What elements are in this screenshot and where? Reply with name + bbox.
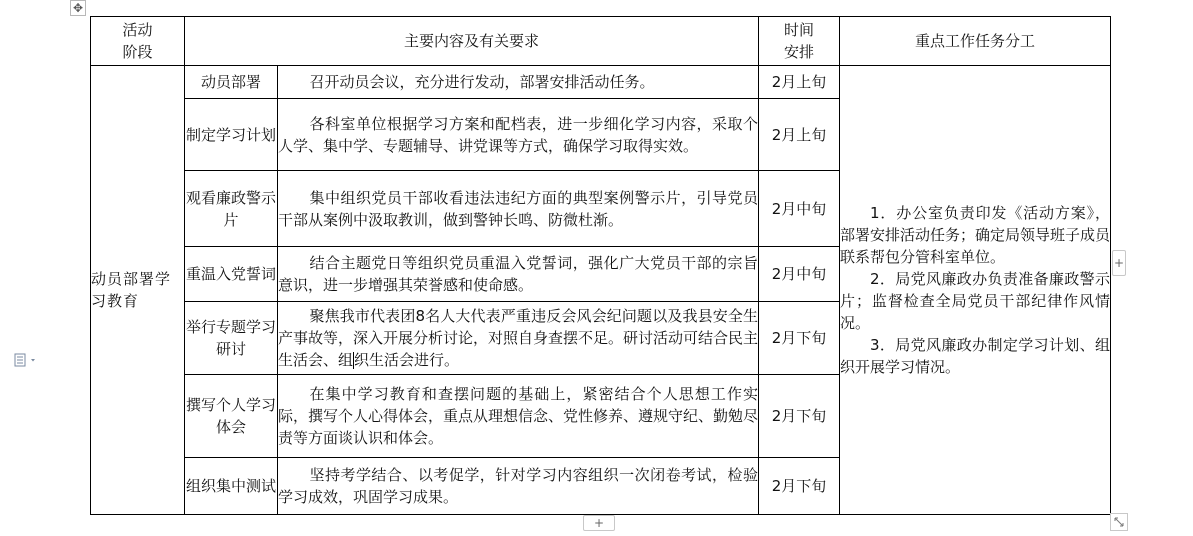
- item-cell[interactable]: 举行专题学习研讨: [185, 302, 278, 375]
- paste-options-icon[interactable]: [14, 353, 40, 367]
- time-cell[interactable]: 2月上旬: [759, 66, 840, 99]
- task-item: 3．局党风廉政办制定学习计划、组织开展学习情况。: [840, 336, 1111, 376]
- item-cell[interactable]: 撰写个人学习体会: [185, 375, 278, 458]
- add-row-button[interactable]: +: [583, 515, 615, 531]
- item-cell[interactable]: 动员部署: [185, 66, 278, 99]
- task-item: 2．局党风廉政办负责准备廉政警示片；监督检查全局党员干部纪律作风情况。: [840, 270, 1111, 332]
- add-column-button[interactable]: +: [1112, 250, 1126, 276]
- content-text-before-cursor: 聚焦我市代表团8名人大代表严重违反会风会纪问题以及我县安全生产事故等，深入开展分析讨论，对照自身查摆不足。研讨活动可结合民主生活会、组: [278, 307, 759, 369]
- time-cell[interactable]: 2月中旬: [759, 247, 840, 302]
- resize-arrow-icon: [1113, 516, 1125, 528]
- header-time: 时间安排: [759, 17, 840, 66]
- header-content: 主要内容及有关要求: [185, 17, 759, 66]
- task-item: 1．办公室负责印发《活动方案》，部署安排活动任务；确定局领导班子成员联系帮包分管科室单位。: [840, 204, 1111, 266]
- content-cell[interactable]: 坚持考学结合、以考促学，针对学习内容组织一次闭卷考试，检验学习成效，巩固学习成果。: [278, 458, 759, 515]
- header-stage: 活动阶段: [91, 17, 185, 66]
- content-cell[interactable]: 在集中学习教育和查摆问题的基础上，紧密结合个人思想工作实际，撰写个人心得体会，重点从理想信念、党性修养、遵规守纪、勤勉尽责等方面谈认识和体会。: [278, 375, 759, 458]
- table-move-handle-icon[interactable]: ✥: [70, 0, 86, 16]
- stage-cell[interactable]: 动员部署学习教育: [91, 66, 185, 515]
- time-cell[interactable]: 2月下旬: [759, 375, 840, 458]
- header-row: [91, 17, 1111, 66]
- time-cell[interactable]: 2月上旬: [759, 99, 840, 171]
- table-resize-handle[interactable]: [1110, 513, 1128, 531]
- time-cell[interactable]: 2月下旬: [759, 302, 840, 375]
- table-row: [91, 66, 1111, 99]
- content-cell[interactable]: [278, 302, 759, 375]
- document-icon: [14, 353, 40, 367]
- item-cell[interactable]: 组织集中测试: [185, 458, 278, 515]
- time-cell[interactable]: 2月下旬: [759, 458, 840, 515]
- tasks-cell[interactable]: [840, 66, 1111, 515]
- activity-plan-table: [90, 16, 1111, 515]
- content-cell[interactable]: 集中组织党员干部收看违法违纪方面的典型案例警示片，引导党员干部从案例中汲取教训，做到警钟长鸣、防微杜渐。: [278, 171, 759, 247]
- header-tasks: 重点工作任务分工: [840, 17, 1111, 66]
- content-cell[interactable]: 各科室单位根据学习方案和配档表，进一步细化学习内容，采取个人学、集中学、专题辅导、讲党课等方式，确保学习取得实效。: [278, 99, 759, 171]
- time-cell[interactable]: 2月中旬: [759, 171, 840, 247]
- content-cell[interactable]: 结合主题党日等组织党员重温入党誓词，强化广大党员干部的宗旨意识，进一步增强其荣誉感和使命感。: [278, 247, 759, 302]
- content-cell[interactable]: 召开动员会议，充分进行发动，部署安排活动任务。: [278, 66, 759, 99]
- item-cell[interactable]: 制定学习计划: [185, 99, 278, 171]
- item-cell[interactable]: 重温入党誓词: [185, 247, 278, 302]
- item-cell[interactable]: 观看廉政警示片: [185, 171, 278, 247]
- content-text-after-cursor: 织生活会进行。: [354, 351, 460, 369]
